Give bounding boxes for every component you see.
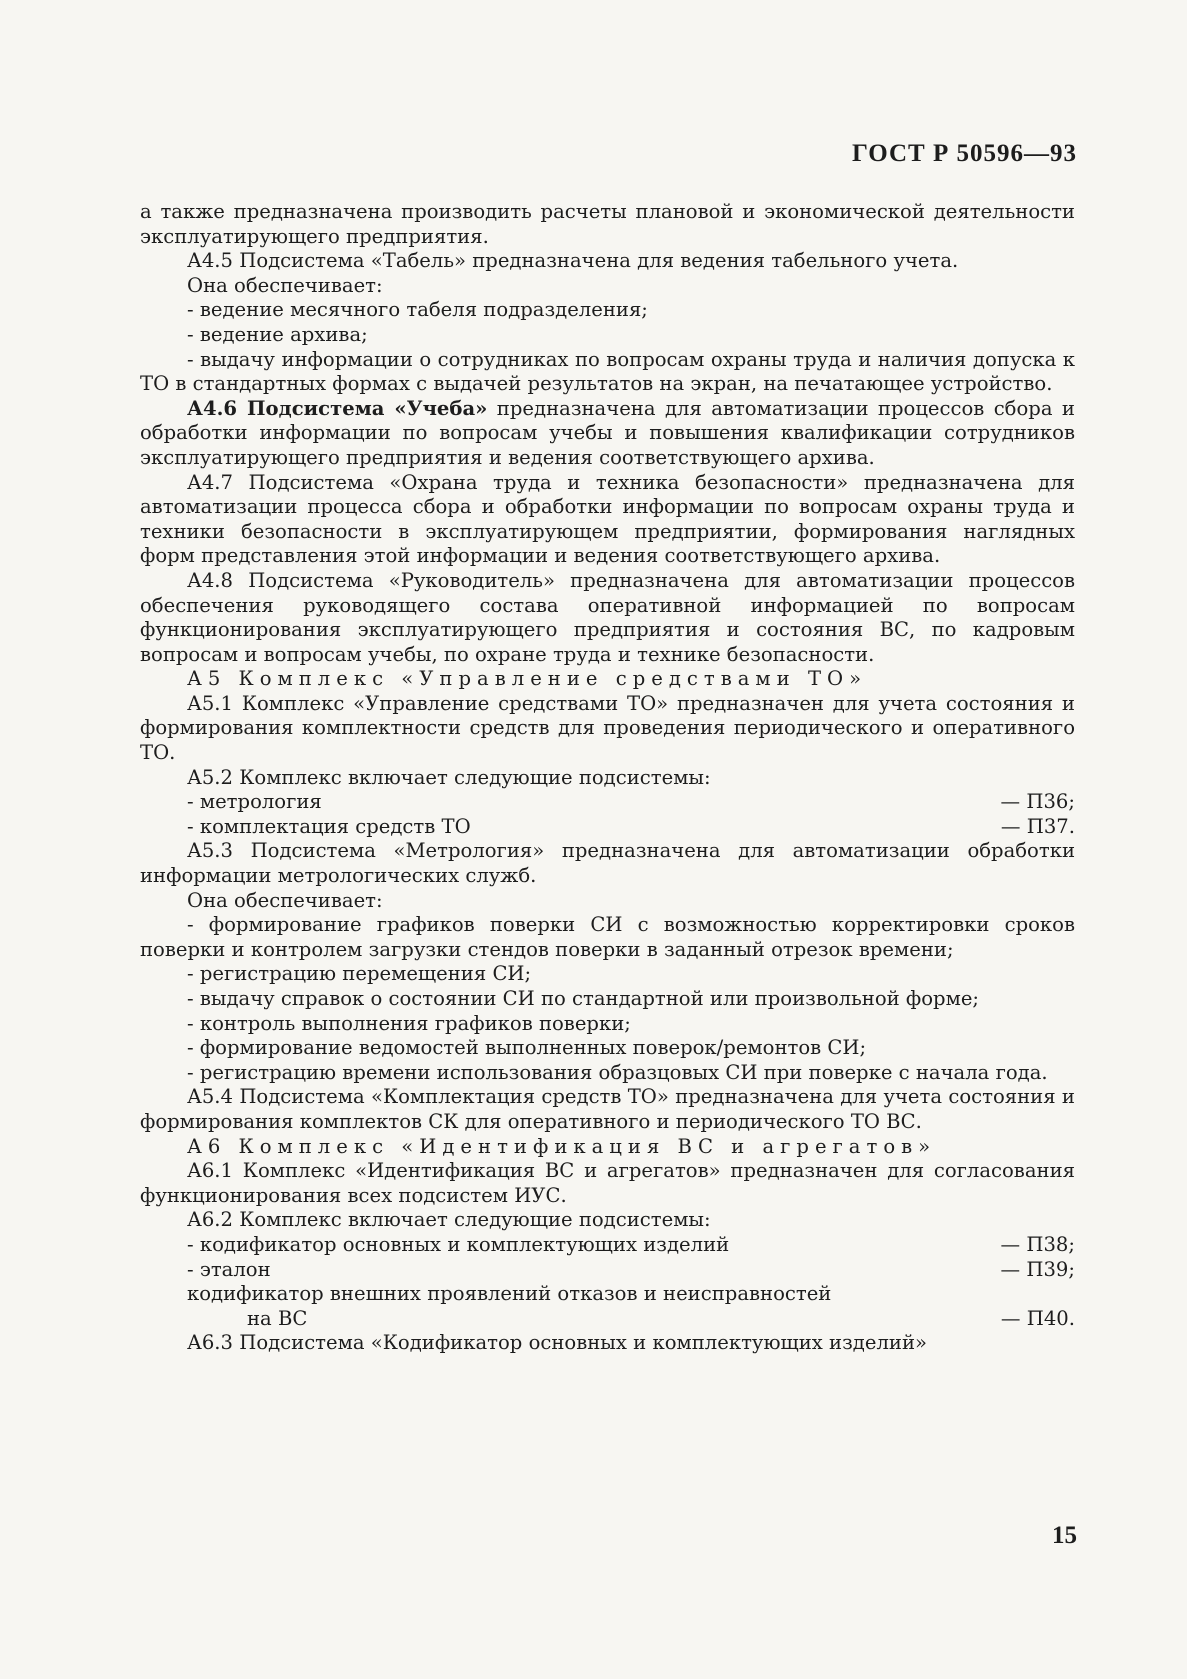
section-a6-1: А6.1 Комплекс «Идентификация ВС и агрегатов» предназначен для согласования функционирования всех подсистем ИУС. [140, 1159, 1075, 1207]
section-a5-4: А5.4 Подсистема «Комплектация средств ТО» предназначена для учета состояния и формирования комплектов СК для оперативного и периодического ТО ВС. [140, 1085, 1075, 1133]
section-a4-5: А4.5 Подсистема «Табель» предназначена для ведения табельного учета. [187, 249, 959, 273]
paragraph: а также предназначена производить расчеты плановой и экономической деятельности эксплуатирующего предприятия. [140, 200, 1075, 248]
subsystem-name: кодификатор внешних проявлений отказов и неисправностей [187, 1282, 832, 1306]
section-a4-8: А4.8 Подсистема «Руководитель» предназначена для автоматизации процессов обеспечения руководящего состава оперативной информацией по вопросам функционирования эксплуатирующего предприятия и состояния ВС, по кадровым вопросам и вопросам учебы, по охране труда и технике безопасности. [140, 568, 1075, 666]
subsystem-code: — П40. [1000, 1306, 1075, 1330]
subsystem-row [140, 1258, 1075, 1283]
subsystem-row [140, 1233, 1075, 1258]
list-item: - выдачу информации о сотрудниках по вопросам охраны труда и наличия допуска к ТО в стандартных формах с выдачей результатов на экран, на печатающее устройство. [140, 347, 1075, 396]
list-item: - выдачу справок о состоянии СИ по стандартной или произвольной форме; [187, 987, 980, 1010]
section-a4-6-text: предназначена для автоматизации процессов сбора и обработки информации по вопросам учебы и повышения квалификации сотрудников эксплуатирующего предприятия и ведения соответствующего архива. [140, 396, 1075, 469]
section-a4-6 [140, 397, 1075, 471]
section-a5-2: А5.2 Комплекс включает следующие подсистемы: [187, 765, 711, 789]
document-body [140, 200, 1075, 1356]
subsystem-name: - метрология [187, 790, 322, 814]
list-item: - ведение архива; [187, 322, 368, 346]
list-item: - ведение месячного табеля подразделения; [187, 298, 648, 322]
subsystem-name: - комплектация средств ТО [187, 814, 471, 838]
subsystem-row [140, 790, 1075, 815]
section-a6-heading: А6 Комплекс «Идентификация ВС и агрегатов» [187, 1134, 937, 1158]
section-a5-heading: А5 Комплекс «Управление средствами ТО» [187, 667, 868, 691]
section-a4-6-lead: А4.6 Подсистема «Учеба» [187, 396, 488, 420]
subsystem-name: - кодификатор основных и комплектующих изделий [187, 1232, 730, 1256]
list-item: - формирование ведомостей выполненных поверок/ремонтов СИ; [187, 1036, 867, 1060]
page-number: 15 [1052, 1522, 1077, 1549]
subsystem-code: — П39; [1000, 1257, 1075, 1281]
section-a5-1: А5.1 Комплекс «Управление средствами ТО» предназначен для учета состояния и формирования комплектности средств для проведения периодического и оперативного ТО. [140, 691, 1075, 765]
subsystem-name: - эталон [187, 1257, 271, 1281]
subsystem-code: — П36; [1000, 790, 1075, 814]
list-item: - регистрацию перемещения СИ; [187, 962, 532, 986]
section-a6-2: А6.2 Комплекс включает следующие подсистемы: [187, 1208, 711, 1232]
provides-label: Она обеспечивает: [187, 273, 383, 297]
section-a5-3: А5.3 Подсистема «Метрология» предназначена для автоматизации обработки информации метрологических служб. [140, 839, 1075, 888]
section-a6-3: А6.3 Подсистема «Кодификатор основных и комплектующих изделий» [187, 1331, 928, 1355]
list-item: - регистрацию времени использования образцовых СИ при поверке с начала года. [187, 1060, 1048, 1084]
document-header-gost: ГОСТ Р 50596—93 [851, 140, 1077, 167]
subsystem-code: — П38; [1000, 1232, 1075, 1256]
list-item: - формирование графиков поверки СИ с возможностью корректировки сроков поверки и контролем загрузки стендов поверки в заданный отрезок времени; [140, 913, 1075, 961]
list-item: - контроль выполнения графиков поверки; [187, 1011, 631, 1035]
subsystem-name-cont: на ВС [247, 1306, 308, 1330]
subsystem-code: — П37. [1000, 814, 1075, 838]
subsystem-row [140, 1307, 1075, 1332]
subsystem-row [140, 815, 1075, 840]
section-a4-7: А4.7 Подсистема «Охрана труда и техника безопасности» предназначена для автоматизации процесса сбора и обработки информации по вопросам охраны труда и техники безопасности в эксплуатирующем предприятии, формирования наглядных форм представления этой информации и ведения соответствующего архива. [140, 470, 1075, 568]
provides-label: Она обеспечивает: [187, 888, 383, 912]
